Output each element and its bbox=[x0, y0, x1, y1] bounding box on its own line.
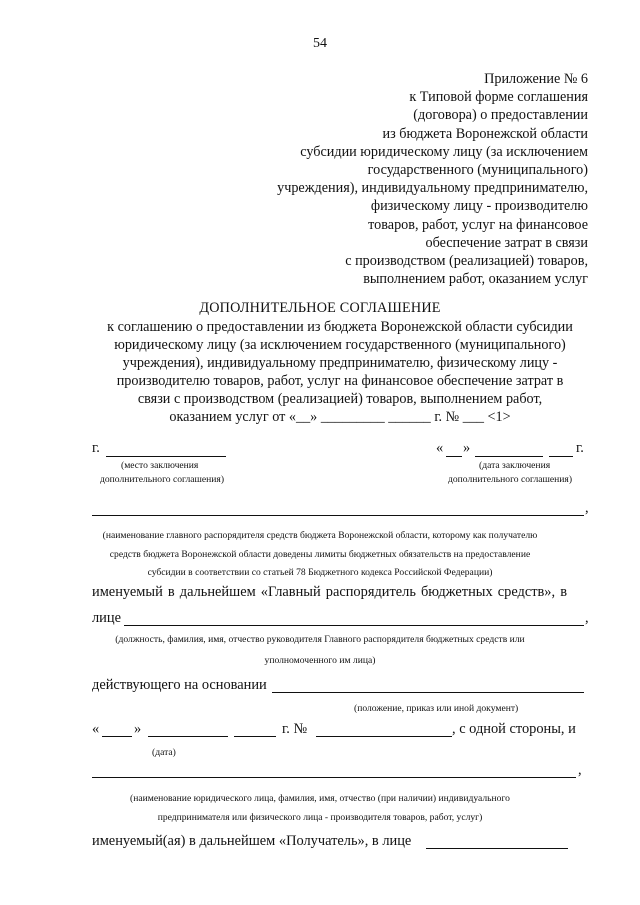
place-hint: дополнительного соглашения) bbox=[100, 474, 225, 485]
place-hint: (место заключения bbox=[121, 460, 199, 471]
intro-line: производителю товаров, работ, услуг на финансовое обеспечение затрат в bbox=[116, 373, 564, 389]
intro-line: юридическому лицу (за исключением государственного (муниципального) bbox=[114, 337, 566, 353]
place-field[interactable] bbox=[106, 456, 226, 457]
doc-quote-close: » bbox=[134, 721, 142, 737]
intro-line: оказанием услуг от «__» _________ ______ г. № ___ <1> bbox=[169, 409, 511, 425]
doc-year-field[interactable] bbox=[234, 736, 276, 737]
basis-hint: (положение, приказ или иной документ) bbox=[354, 703, 519, 714]
date-hint: (дата) bbox=[152, 747, 176, 758]
comma: , bbox=[578, 762, 582, 778]
appendix-line: Приложение № 6 bbox=[484, 71, 588, 87]
doc-day-field[interactable] bbox=[102, 736, 132, 737]
doc-number-prefix: г. № bbox=[282, 721, 308, 737]
appendix-line: учреждения), индивидуальному предпринимателю, bbox=[277, 180, 588, 197]
named-distributor-text: именуемый в дальнейшем «Главный распорядитель бюджетных средств», в bbox=[92, 584, 567, 600]
appendix-line: выполнением работ, оказанием услуг bbox=[363, 271, 588, 288]
intro-line: связи с производством (реализацией) товаров, выполнением работ, bbox=[137, 391, 543, 407]
appendix-line: обеспечение затрат в связи bbox=[425, 234, 588, 251]
place-prefix: г. bbox=[92, 440, 100, 456]
doc-number-field[interactable] bbox=[316, 736, 452, 737]
person-hint: (должность, фамилия, имя, отчество руководителя Главного распорядителя бюджетных средств или bbox=[115, 634, 525, 645]
intro-line: учреждения), индивидуальному предпринимателю, физическому лицу - bbox=[122, 355, 558, 371]
date-hint: (дата заключения bbox=[479, 460, 551, 471]
basis-field[interactable] bbox=[272, 692, 584, 693]
person-field[interactable] bbox=[124, 625, 584, 626]
intro-line: к соглашению о предоставлении из бюджета Воронежской области субсидии bbox=[107, 319, 573, 335]
document-title: ДОПОЛНИТЕЛЬНОЕ СОГЛАШЕНИЕ bbox=[199, 300, 441, 316]
distributor-hint: субсидии в соответствии со статьей 78 Бюджетного кодекса Российской Федерации) bbox=[147, 567, 493, 578]
distributor-hint: (наименование главного распорядителя средств бюджета Воронежской области, которому как получателю bbox=[102, 530, 538, 541]
comma: , bbox=[585, 500, 589, 516]
distributor-name-field[interactable] bbox=[92, 515, 584, 516]
appendix-line: с производством (реализацией) товаров, bbox=[345, 253, 588, 270]
appendix-line: физическому лицу - производителю bbox=[370, 198, 588, 215]
date-month-field[interactable] bbox=[475, 456, 543, 457]
date-quote-close: » bbox=[463, 440, 471, 456]
date-day-field[interactable] bbox=[446, 456, 462, 457]
recipient-person-field[interactable] bbox=[426, 848, 568, 849]
date-hint: дополнительного соглашения) bbox=[448, 474, 573, 485]
basis-label: действующего на основании bbox=[92, 677, 267, 693]
appendix-header bbox=[248, 70, 588, 288]
date-year-field[interactable] bbox=[549, 456, 573, 457]
comma: , bbox=[585, 610, 589, 626]
doc-month-field[interactable] bbox=[148, 736, 228, 737]
agreement-intro bbox=[60, 318, 620, 426]
doc-quote-open: « bbox=[92, 721, 100, 737]
appendix-line: субсидии юридическому лицу (за исключением bbox=[300, 143, 588, 160]
appendix-line: из бюджета Воронежской области bbox=[382, 125, 588, 142]
person-hint: уполномоченного им лица) bbox=[264, 655, 376, 666]
recipient-hint: предпринимателя или физического лица - производителя товаров, работ, услуг) bbox=[157, 812, 483, 823]
date-suffix: г. bbox=[576, 440, 584, 456]
named-recipient-text: именуемый(ая) в дальнейшем «Получатель», в лице bbox=[92, 833, 412, 849]
date-quote-open: « bbox=[436, 440, 444, 456]
appendix-line: товаров, работ, услуг на финансовое bbox=[368, 216, 588, 233]
appendix-line: к Типовой форме соглашения bbox=[409, 89, 588, 106]
distributor-hint: средств бюджета Воронежской области доведены лимиты бюджетных обязательств на предоставление bbox=[109, 549, 531, 560]
doc-row-tail: , с одной стороны, и bbox=[452, 721, 576, 737]
person-label: лице bbox=[92, 610, 121, 626]
appendix-line: государственного (муниципального) bbox=[367, 162, 588, 179]
appendix-line: (договора) о предоставлении bbox=[413, 107, 588, 124]
recipient-hint: (наименование юридического лица, фамилия, имя, отчество (при наличии) индивидуального bbox=[130, 793, 510, 804]
recipient-name-field[interactable] bbox=[92, 777, 576, 778]
page-number: 54 bbox=[313, 36, 327, 51]
